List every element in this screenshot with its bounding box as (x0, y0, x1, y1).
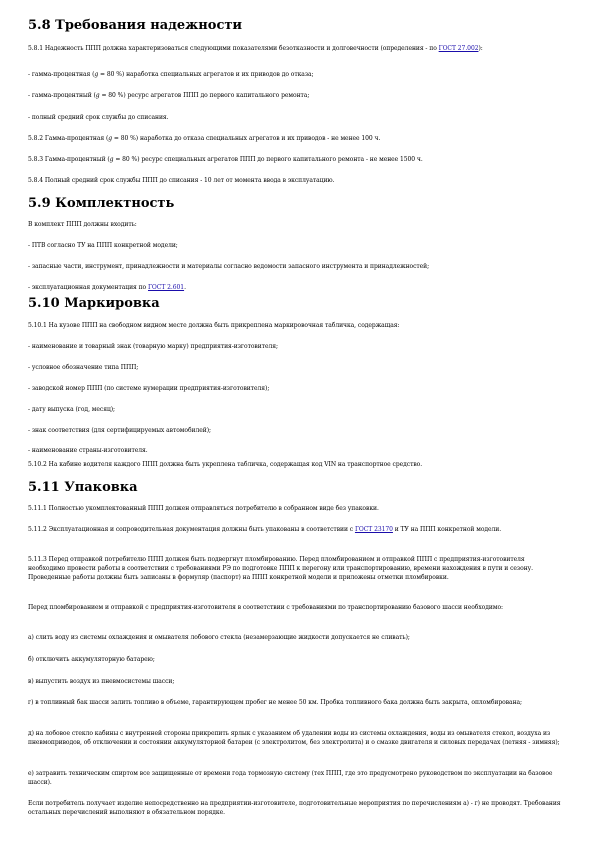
list-item: - заводской номер ППП (по системе нумерации предприятия-изготовителя); (28, 385, 270, 392)
list-item: - условное обозначение типа ППП; (28, 364, 139, 371)
list-item: - знак соответствия (для сертифицируемых автомобилей); (28, 427, 211, 434)
list-item-text: . (184, 284, 186, 291)
paragraph-text: = 80 %) наработка до отказа специальных агрегатов и их приводов - не менее 100 ч. (112, 135, 381, 142)
paragraph-5-8-2 (28, 134, 380, 143)
section-heading-5-9: 5.9 Комплектность (28, 196, 175, 211)
paragraph-5-11-3-intro: Перед пломбированием и отправкой с предприятия-изготовителя в соответствии с требованиями по транспортированию базового шасси необходимо: (28, 604, 503, 611)
gamma-symbol: g (94, 71, 99, 78)
gamma-symbol: g (108, 135, 113, 142)
list-item (28, 283, 186, 292)
paragraph-5-11-closing: Если потребитель получает изделие непосредственно на предприятии-изготовителе, подготовительные мероприятия по перечислениям а) - г) не проводят. Требования остальных перечислений выполняют в обязательном порядке. (28, 800, 561, 816)
section-heading-5-11: 5.11 Упаковка (28, 480, 138, 495)
list-item: - полный средний срок службы до списания. (28, 114, 169, 121)
paragraph-5-10-1: 5.10.1 На кузове ППП на свободном видном месте должна быть прикреплена маркировочная табличка, содержащая: (28, 322, 400, 329)
list-item-d: д) на лобовое стекло кабины с внутренней стороны прикрепить ярлык с указанием об удалении воды из системы охлаждения, воды из омывателя стекол, воздуха из пневмоприводов, об отключении и состоянии аккумуляторной батареи (с электролитом, без электролита) и о смазке двигателя и силовых передачах (летняя - зимняя); (28, 730, 560, 746)
list-item: - ПТВ согласно ТУ на ППП конкретной модели; (28, 242, 178, 249)
paragraph-text: 5.8.3 Гамма-процентный ( (28, 156, 110, 163)
paragraph-text: ): (478, 45, 483, 52)
list-item-text: = 80 %) ресурс агрегатов ППП до первого капитального ремонта; (99, 92, 310, 99)
list-item: - наименование страны-изготовителя. (28, 447, 148, 454)
list-item: - наименование и товарный знак (товарную марку) предприятия-изготовителя; (28, 343, 278, 350)
paragraph-5-9-intro: В комплект ППП должны входить: (28, 221, 137, 228)
paragraph-5-10-2: 5.10.2 На кабине водителя каждого ППП должна быть укреплена табличка, содержащая код VIN на транспортное средство. (28, 461, 423, 468)
list-item-a: а) слить воду из системы охлаждения и омывателя лобового стекла (незамерзающие жидкости допускается не сливать); (28, 634, 410, 641)
paragraph-5-8-4: 5.8.4 Полный средний срок службы ППП до списания - 10 лет от момента ввода в эксплуатацию. (28, 177, 335, 184)
paragraph-text: и ТУ на ППП конкретной модели. (392, 526, 502, 533)
paragraph-5-8-1 (28, 44, 570, 53)
gost-23170-link[interactable]: ГОСТ 23170 (354, 526, 393, 533)
list-item-text: - эксплуатационная документация по (28, 284, 148, 291)
list-item: - запасные части, инструмент, принадлежности и материалы согласно ведомости запасного инструмента и принадлежностей; (28, 263, 430, 270)
list-item-b: б) отключить аккумуляторную батарею; (28, 656, 155, 663)
gost-2-601-link[interactable]: ГОСТ 2.601 (147, 284, 185, 291)
list-item-text: - гамма-процентный ( (28, 92, 96, 99)
gost-27-002-link[interactable]: ГОСТ 27.002 (438, 45, 479, 52)
list-item-v: в) выпустить воздух из пневмосистемы шасси; (28, 678, 175, 685)
list-item-text: = 80 %) наработка специальных агрегатов и их приводов до отказа; (98, 71, 314, 78)
list-item-g: г) в топливный бак шасси залить топливо в объеме, гарантирующем пробег не менее 50 км. Пробка топливного бака должна быть закрыта, опломбирована; (28, 699, 523, 706)
list-item (28, 70, 314, 79)
paragraph-5-11-1: 5.11.1 Полностью укомплектованный ППП должен отправляться потребителю в собранном виде без упаковки. (28, 505, 379, 512)
list-item-text: - гамма-процентная ( (28, 71, 95, 78)
gamma-symbol: g (95, 92, 100, 99)
paragraph-text: 5.8.2 Гамма-процентная ( (28, 135, 109, 142)
paragraph-5-11-3: 5.11.3 Перед отправкой потребителю ППП должен быть подвергнут пломбированию. Перед пломбированием и отправкой ППП с предприятия-изготовителя необходимо провести работы в соответствии с требованиями РЭ по подготовке ППП к перегону или транспортированию, времени нахождения в пути и сезону. Проведенные работы должны быть записаны в формуляр (паспорт) на ППП конкретной модели и приложены отметки пломбировки. (28, 556, 533, 581)
paragraph-5-8-3 (28, 155, 423, 164)
paragraph-text: 5.11.2 Эксплуатационная и сопроводительная документация должны быть упакованы в соответствии с (28, 526, 355, 533)
list-item: - дату выпуска (год, месяц); (28, 406, 116, 413)
paragraph-text: = 80 %) ресурс специальных агрегатов ППП до первого капитального ремонта - не менее 1500 ч. (113, 156, 423, 163)
gamma-symbol: g (109, 156, 114, 163)
section-heading-5-8: 5.8 Требования надежности (28, 18, 243, 33)
section-heading-5-10: 5.10 Маркировка (28, 296, 160, 311)
paragraph-text: 5.8.1 Надежность ППП должна характеризоваться следующими показателями безотказности и долговечности (определения - по (28, 45, 439, 52)
list-item (28, 91, 309, 100)
list-item-e: е) затравить техническим спиртом все защищенные от времени года тормозную систему (тех ППП, где это предусмотрено руководством по эксплуатации на базовое шасси). (28, 770, 553, 786)
paragraph-5-11-2 (28, 525, 528, 534)
